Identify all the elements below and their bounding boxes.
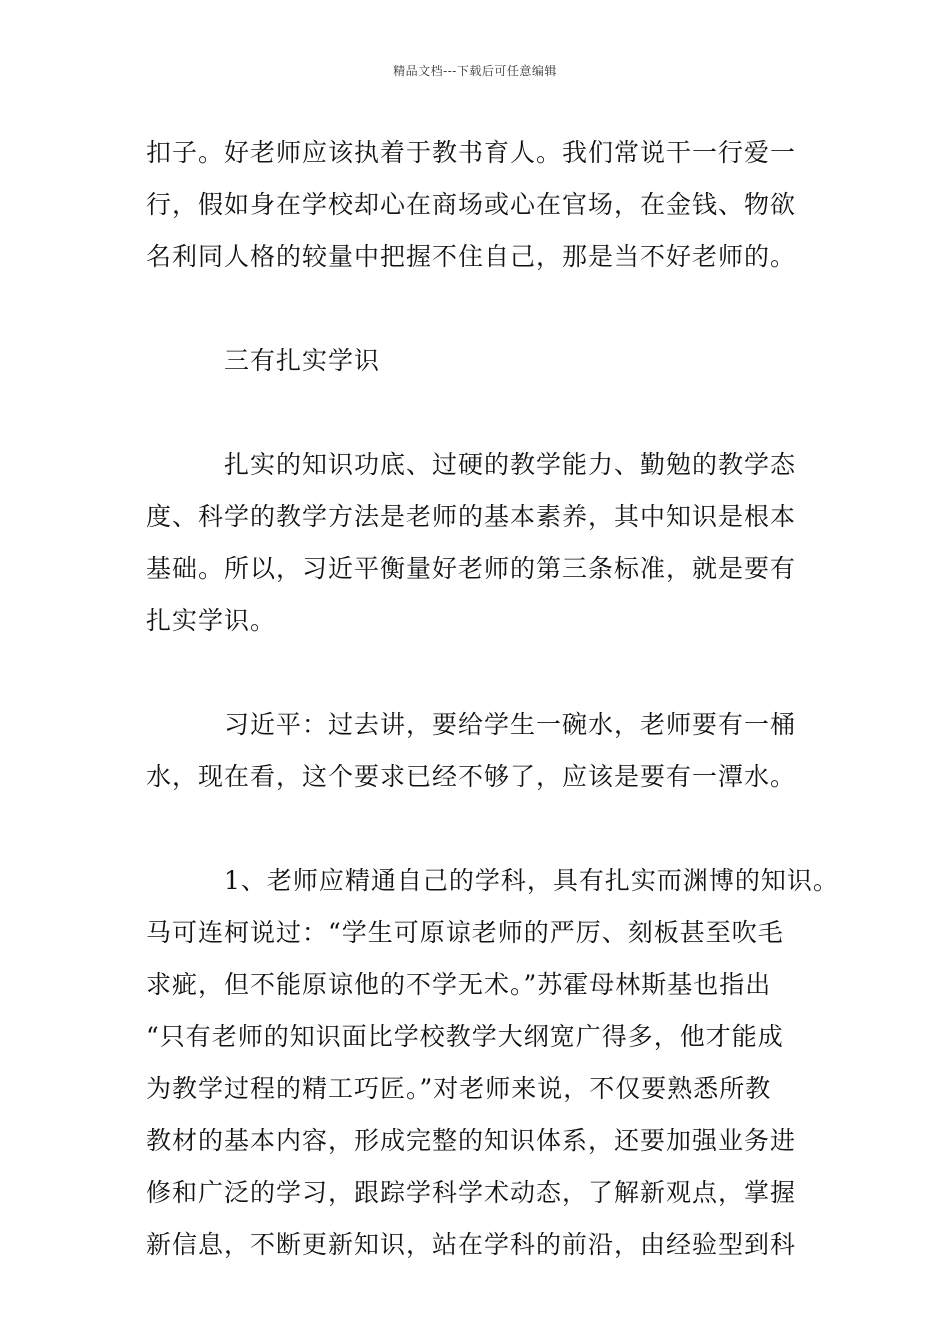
text-line: 马可连柯说过：“学生可原谅老师的严厉、刻板甚至吹毛 (146, 918, 784, 947)
text-line: 教材的基本内容，形成完整的知识体系，还要加强业务进 (146, 1126, 797, 1155)
heading-text: 三有扎实学识 (224, 346, 381, 375)
text-line: 为教学过程的精工巧匠。”对老师来说，不仅要熟悉所教 (146, 1074, 772, 1103)
text-line: 扎实学识。 (146, 606, 277, 635)
text-line: 修和广泛的学习，跟踪学科学术动态，了解新观点，掌握 (146, 1178, 797, 1207)
text-line: 1、老师应精通自己的学科，具有扎实而渊博的知识。 (224, 866, 839, 895)
text-line: 名利同人格的较量中把握不住自己，那是当不好老师的。 (146, 242, 797, 271)
text-line: 水，现在看，这个要求已经不够了，应该是要有一潭水。 (146, 762, 797, 791)
paragraph-point-1 (146, 855, 839, 1271)
page-header: 精品文档---下载后可任意编辑 (393, 64, 557, 78)
document-body (146, 127, 839, 1271)
section-heading (146, 335, 836, 387)
text-line: 新信息，不断更新知识，站在学科的前沿，由经验型到科 (146, 1230, 797, 1259)
paragraph-quote-water (146, 699, 836, 803)
text-line: 求疵，但不能原谅他的不学无术。”苏霍母林斯基也指出 (146, 970, 772, 999)
paragraph-teacher-devotion (146, 127, 836, 283)
paragraph-solid-knowledge (146, 439, 836, 647)
text-line: “只有老师的知识面比学校教学大纲宽广得多，他才能成 (146, 1022, 784, 1051)
text-line: 度、科学的教学方法是老师的基本素养，其中知识是根本 (146, 502, 797, 531)
text-line: 扎实的知识功底、过硬的教学能力、勤勉的教学态 (224, 450, 797, 479)
text-line: 基础。所以，习近平衡量好老师的第三条标准，就是要有 (146, 554, 797, 583)
text-line: 扣子。好老师应该执着于教书育人。我们常说干一行爱一 (146, 138, 797, 167)
text-line: 行，假如身在学校却心在商场或心在官场，在金钱、物欲 (146, 190, 797, 219)
text-line: 习近平：过去讲，要给学生一碗水，老师要有一桶 (224, 710, 797, 739)
